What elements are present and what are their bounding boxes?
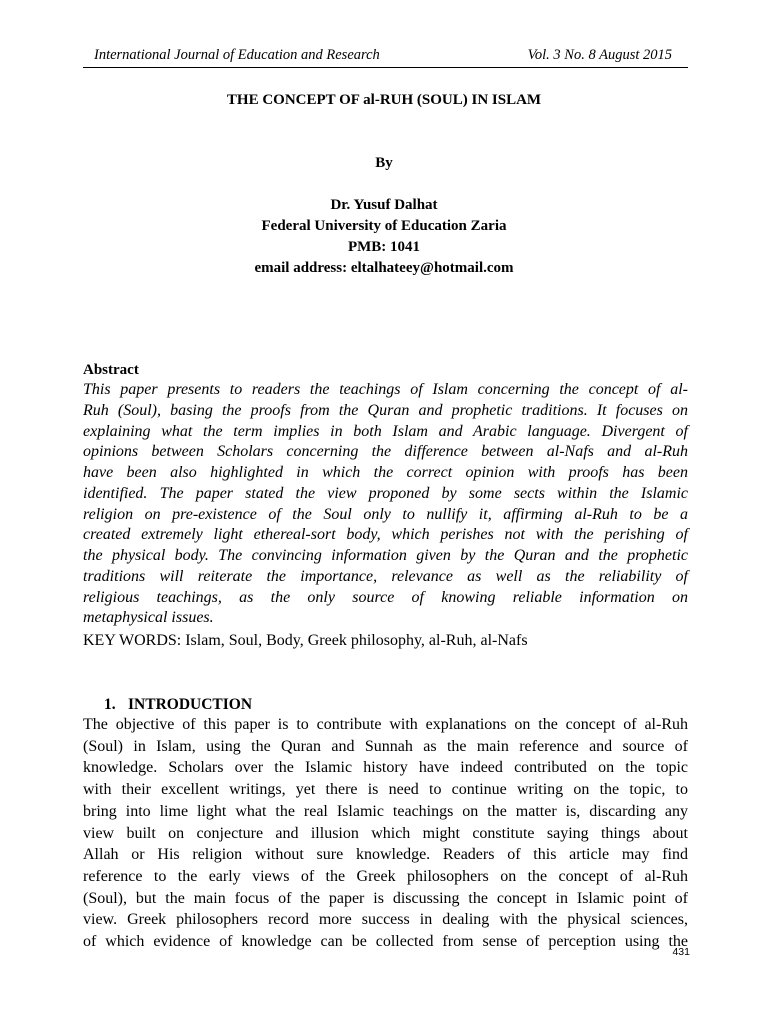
abstract-heading: Abstract	[83, 362, 139, 378]
author-institution: Federal University of Education Zaria	[261, 218, 507, 234]
section-heading	[104, 694, 252, 715]
abstract-line: religion on pre-existence of the Soul only to nullify it, affirming al-Ruh to be a	[83, 505, 688, 523]
author-pmb: PMB: 1041	[347, 239, 421, 255]
abstract-line: traditions will reiterate the importance, relevance as well as the reliability of	[83, 567, 688, 585]
body-line: with their excellent writings, yet there is need to continue writing on the topic, to	[83, 781, 688, 799]
section-number: 1.	[104, 696, 116, 713]
abstract-body	[83, 380, 688, 629]
body-line: of which evidence of knowledge can be collected from sense of perception using the	[83, 933, 688, 951]
abstract-line: identified. The paper stated the view proponed by some sects within the Islamic	[83, 484, 688, 502]
introduction-body	[83, 714, 688, 953]
paper-title: THE CONCEPT OF al-RUH (SOUL) IN ISLAM	[226, 92, 542, 108]
body-line: The objective of this paper is to contribute with explanations on the concept of al-Ruh	[83, 716, 688, 733]
author-name: Dr. Yusuf Dalhat	[330, 197, 438, 213]
abstract-line: created extremely light ethereal-sort body, which perishes not with the perishing of	[83, 526, 688, 544]
abstract-line: Ruh (Soul), basing the proofs from the Quran and prophetic traditions. It focuses on	[83, 401, 688, 419]
body-line: reference to the early views of the Greek philosophers on the concept of al-Ruh	[83, 867, 688, 885]
abstract-line: This paper presents to readers the teachings of Islam concerning the concept of al-	[83, 381, 688, 398]
section-title: INTRODUCTION	[128, 696, 253, 713]
body-line: Allah or His religion without sure knowledge. Readers of this article may find	[83, 846, 688, 864]
body-line: (Soul) in Islam, using the Quran and Sunnah as the main reference and source of	[83, 737, 688, 755]
body-line: view built on conjecture and illusion which might constitute saying things about	[83, 824, 688, 842]
abstract-line: metaphysical issues.	[83, 609, 214, 627]
body-line: bring into lime light what the real Islamic teachings on the matter is, discarding any	[83, 802, 688, 820]
keywords: KEY WORDS: Islam, Soul, Body, Greek philosophy, al-Ruh, al-Nafs	[83, 632, 528, 649]
abstract-line: opinions between Scholars concerning the difference between al-Nafs and al-Ruh	[83, 443, 688, 461]
abstract-line: have been also highlighted in which the correct opinion with proofs has been	[83, 464, 688, 481]
page-number: 431	[672, 946, 690, 958]
running-header	[83, 43, 688, 68]
abstract-line: explaining what the term implies in both Islam and Arabic language. Divergent of	[83, 422, 688, 440]
author-block	[0, 195, 768, 279]
abstract-line: religious teachings, as the only source of knowing reliable information on	[83, 588, 688, 606]
volume-info: Vol. 3 No. 8 August 2015	[527, 47, 672, 63]
body-line: (Soul), but the main focus of the paper is discussing the concept in Islamic point of	[83, 889, 688, 907]
by-line: By	[375, 155, 393, 171]
journal-name: International Journal of Education and Research	[94, 47, 380, 63]
body-line: knowledge. Scholars over the Islamic history have indeed contributed on the topic	[83, 759, 688, 777]
abstract-line: the physical body. The convincing information given by the Quran and the prophetic	[83, 547, 688, 564]
author-email: email address: eltalhateey@hotmail.com	[254, 260, 514, 276]
body-line: view. Greek philosophers record more success in dealing with the physical sciences,	[83, 911, 688, 929]
